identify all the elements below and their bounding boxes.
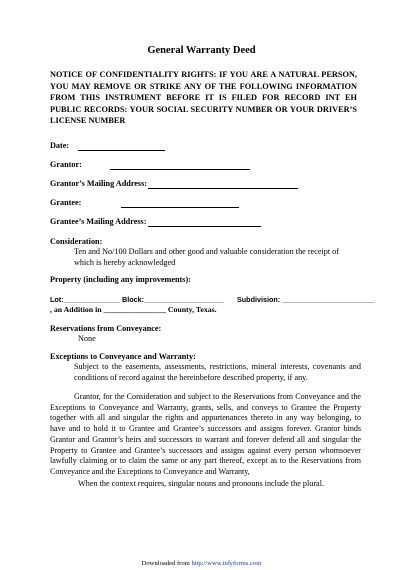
footer-prefix: Downloaded from <box>141 560 190 567</box>
grantor-blank[interactable] <box>110 169 250 170</box>
confidentiality-notice: NOTICE OF CONFIDENTIALITY RIGHTS: IF YOU ARE A NATURAL PERSON, YOU MAY REMOVE OR STRIKE ANY OF THE FOLLOWING INFORMATION FROM THIS INSTRUMENT BEFORE IT IS FILED FOR RECORD INT EH PUBLIC RECORDS: YOUR SOCIAL SECURITY NUMBER OR YOUR DRIVER’S LICENSE NUMBER <box>50 70 357 126</box>
consideration-text: Ten and No/100 Dollars and other good and valuable consideration the receipt of which is hereby acknowledged <box>74 247 339 267</box>
subdivision-field[interactable]: Subdivision: _______________________ <box>237 295 375 304</box>
exceptions-heading: Exceptions to Conveyance and Warranty: <box>50 352 196 361</box>
date-label: Date: <box>50 141 70 150</box>
grantee-label: Grantee: <box>50 198 82 207</box>
conveyance-paragraph: Grantor, for the Consideration and subject to the Reservations from Conveyance and the Exceptions to Conveyance and Warranty, grants, sells, and conveys to Grantee the Property together with all and singular the rights and appurtenances thereto in any way belonging, to have and to hold it to Grantee and Grantee’s successors and assigns forever. Grantor binds Grantor and Grantor’s heirs and successors to warrant and forever defend all and singular the Property to Grantee and Grantee’s successors and assigns against every person whomsoever lawfully claiming or to claim the same or any part thereof, except as to the Reservations from Conveyance and the Exceptions to Conveyance and Warranty, <box>50 392 361 476</box>
page-title: General Warranty Deed <box>147 45 256 56</box>
grantee-blank[interactable] <box>121 207 239 208</box>
footer-link[interactable]: http://www.tidyforms.com <box>191 560 262 567</box>
grantor-address-label: Grantor’s Mailing Address: <box>50 179 148 188</box>
block-field[interactable]: Block:____________________ <box>122 295 224 304</box>
addition-county-field[interactable]: , an Addition in ________________ County, Texas. <box>50 305 217 314</box>
grantee-address-blank[interactable] <box>148 226 261 227</box>
lot-field[interactable]: Lot:______________ <box>50 295 120 304</box>
exceptions-text: Subject to the easements, assessments, restrictions, mineral interests, covenants and conditions of record against the hereinbefore described property, if any. <box>74 362 361 382</box>
page-footer <box>0 560 403 567</box>
grantee-address-label: Grantee’s Mailing Address: <box>50 217 147 226</box>
property-heading: Property (including any improvements): <box>50 275 191 284</box>
reservations-value: None <box>78 334 96 343</box>
reservations-heading: Reservations from Conveyance: <box>50 324 162 333</box>
grantor-address-blank[interactable] <box>148 188 298 189</box>
consideration-heading: Consideration: <box>50 237 103 246</box>
grantor-label: Grantor: <box>50 160 82 169</box>
closing-sentence: When the context requires, singular nouns and pronouns include the plural. <box>78 479 325 488</box>
date-blank[interactable] <box>78 150 165 151</box>
